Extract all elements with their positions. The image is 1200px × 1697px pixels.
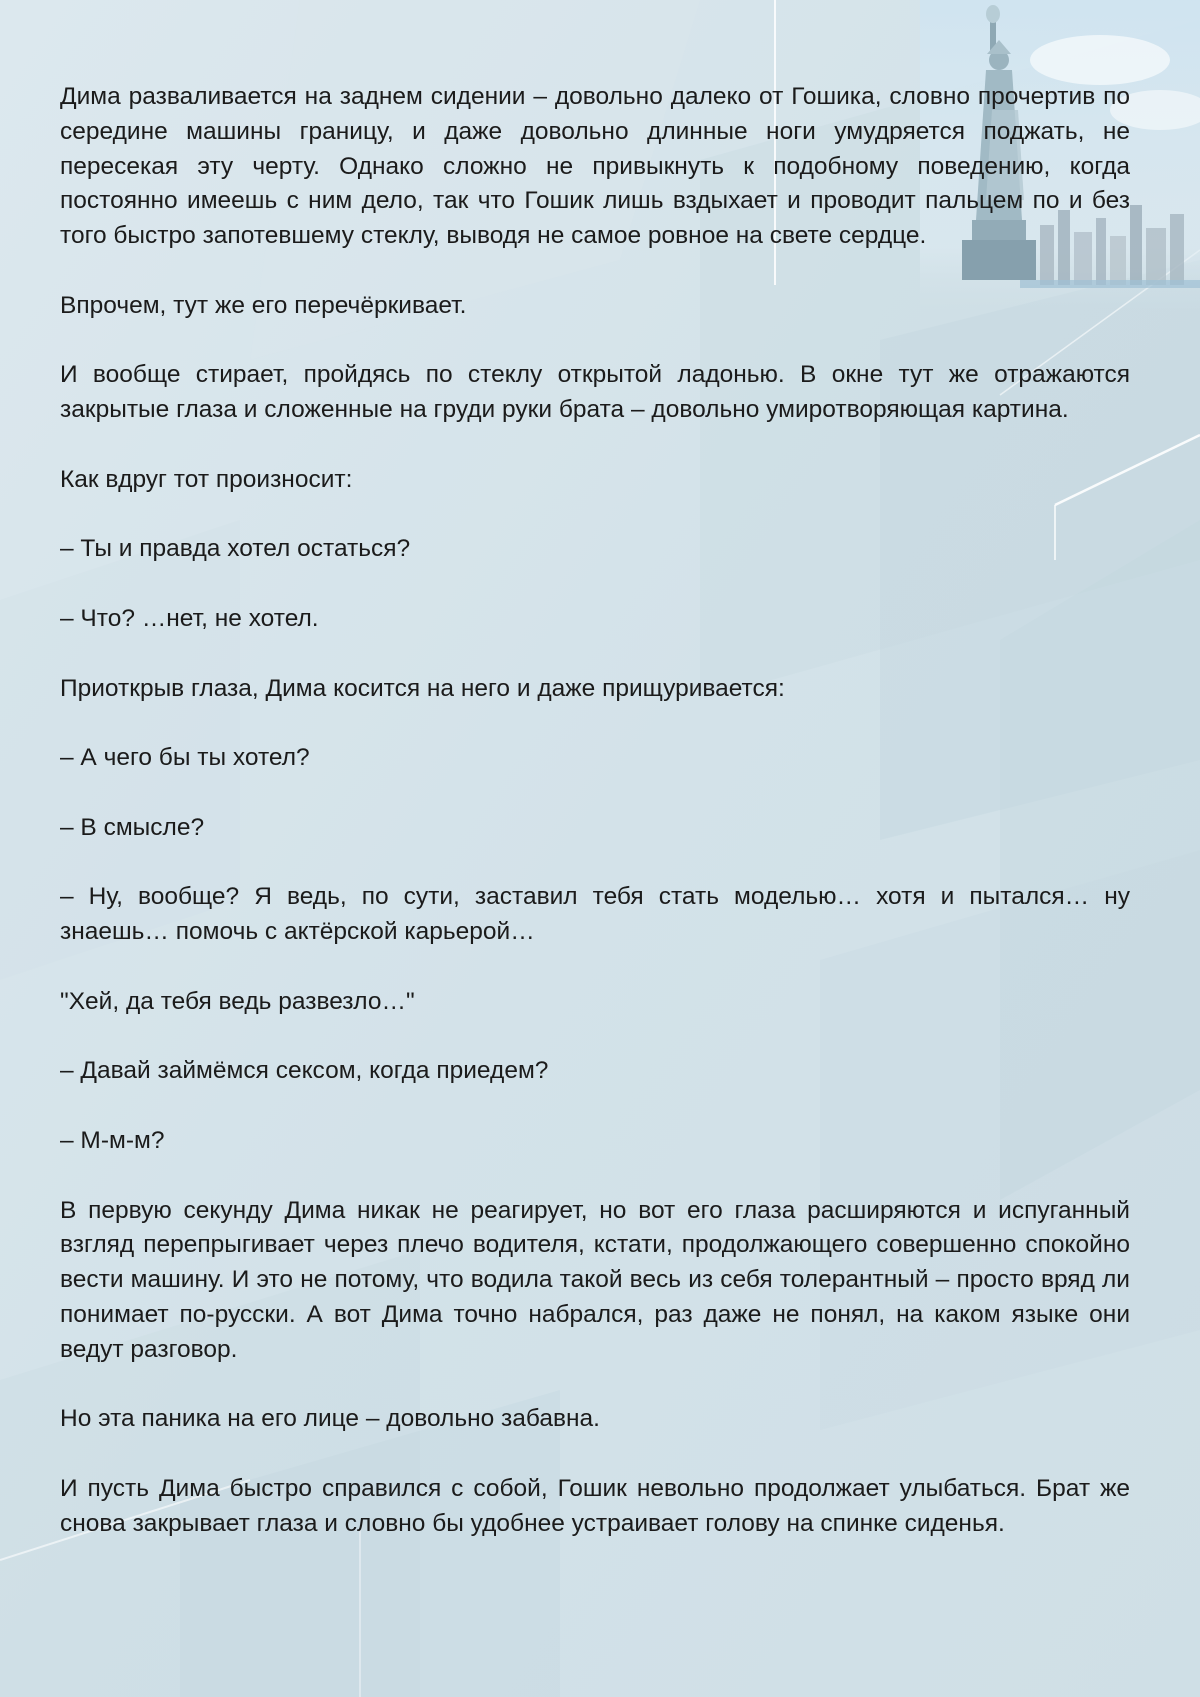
story-text [60, 80, 1130, 1541]
paragraph: И вообще стирает, пройдясь по стеклу открытой ладонью. В окне тут же отражаются закрытые глаза и сложенные на груди руки брата – довольно умиротворяющая картина. [60, 361, 1130, 424]
paragraph: Впрочем, тут же его перечёркивает. [60, 291, 467, 319]
paragraph: Дима разваливается на заднем сидении – довольно далеко от Гошика, словно прочертив по середине машины границу, и даже довольно длинные ноги умудряется поджать, не пересекая эту черту. Однако сложно не привыкнуть к подобному поведению, когда постоянно имеешь с ним дело, так что Гошик лишь вздыхает и проводит пальцем по и без того быстро запотевшему стеклу, выводя не самое ровное на свете сердце. [60, 83, 1130, 250]
paragraph: И пусть Дима быстро справился с собой, Гошик невольно продолжает улыбаться. Брат же снова закрывает глаза и словно бы удобнее устраивает голову на спинке сиденья. [60, 1474, 1130, 1537]
dialogue-line: – В смысле? [60, 813, 205, 841]
dialogue-line: – Давай займёмся сексом, когда приедем? [60, 1057, 549, 1085]
paragraph: В первую секунду Дима никак не реагирует, но вот его глаза расширяются и испуганный взгляд перепрыгивает через плечо водителя, кстати, продолжающего совершенно спокойно вести машину. И это не потому, что водила такой весь из себя толерантный – просто вряд ли понимает по-русски. А вот Дима точно набрался, раз даже не понял, на каком языке они ведут разговор. [60, 1196, 1130, 1363]
paragraph: Но эта паника на его лице – довольно забавна. [60, 1405, 600, 1433]
dialogue-line: – Ты и правда хотел остаться? [60, 535, 411, 563]
paragraph: Приоткрыв глаза, Дима косится на него и даже прищуривается: [60, 674, 785, 702]
paragraph: Как вдруг тот произносит: [60, 465, 353, 493]
thought-line: "Хей, да тебя ведь развезло…" [60, 987, 415, 1015]
dialogue-line: – Ну, вообще? Я ведь, по сути, заставил тебя стать моделью… хотя и пытался… ну знаешь… помочь с актёрской карьерой… [60, 883, 1130, 946]
dialogue-line: – М-м-м? [60, 1126, 165, 1154]
dialogue-line: – А чего бы ты хотел? [60, 744, 310, 772]
dialogue-line: – Что? …нет, не хотел. [60, 604, 319, 632]
